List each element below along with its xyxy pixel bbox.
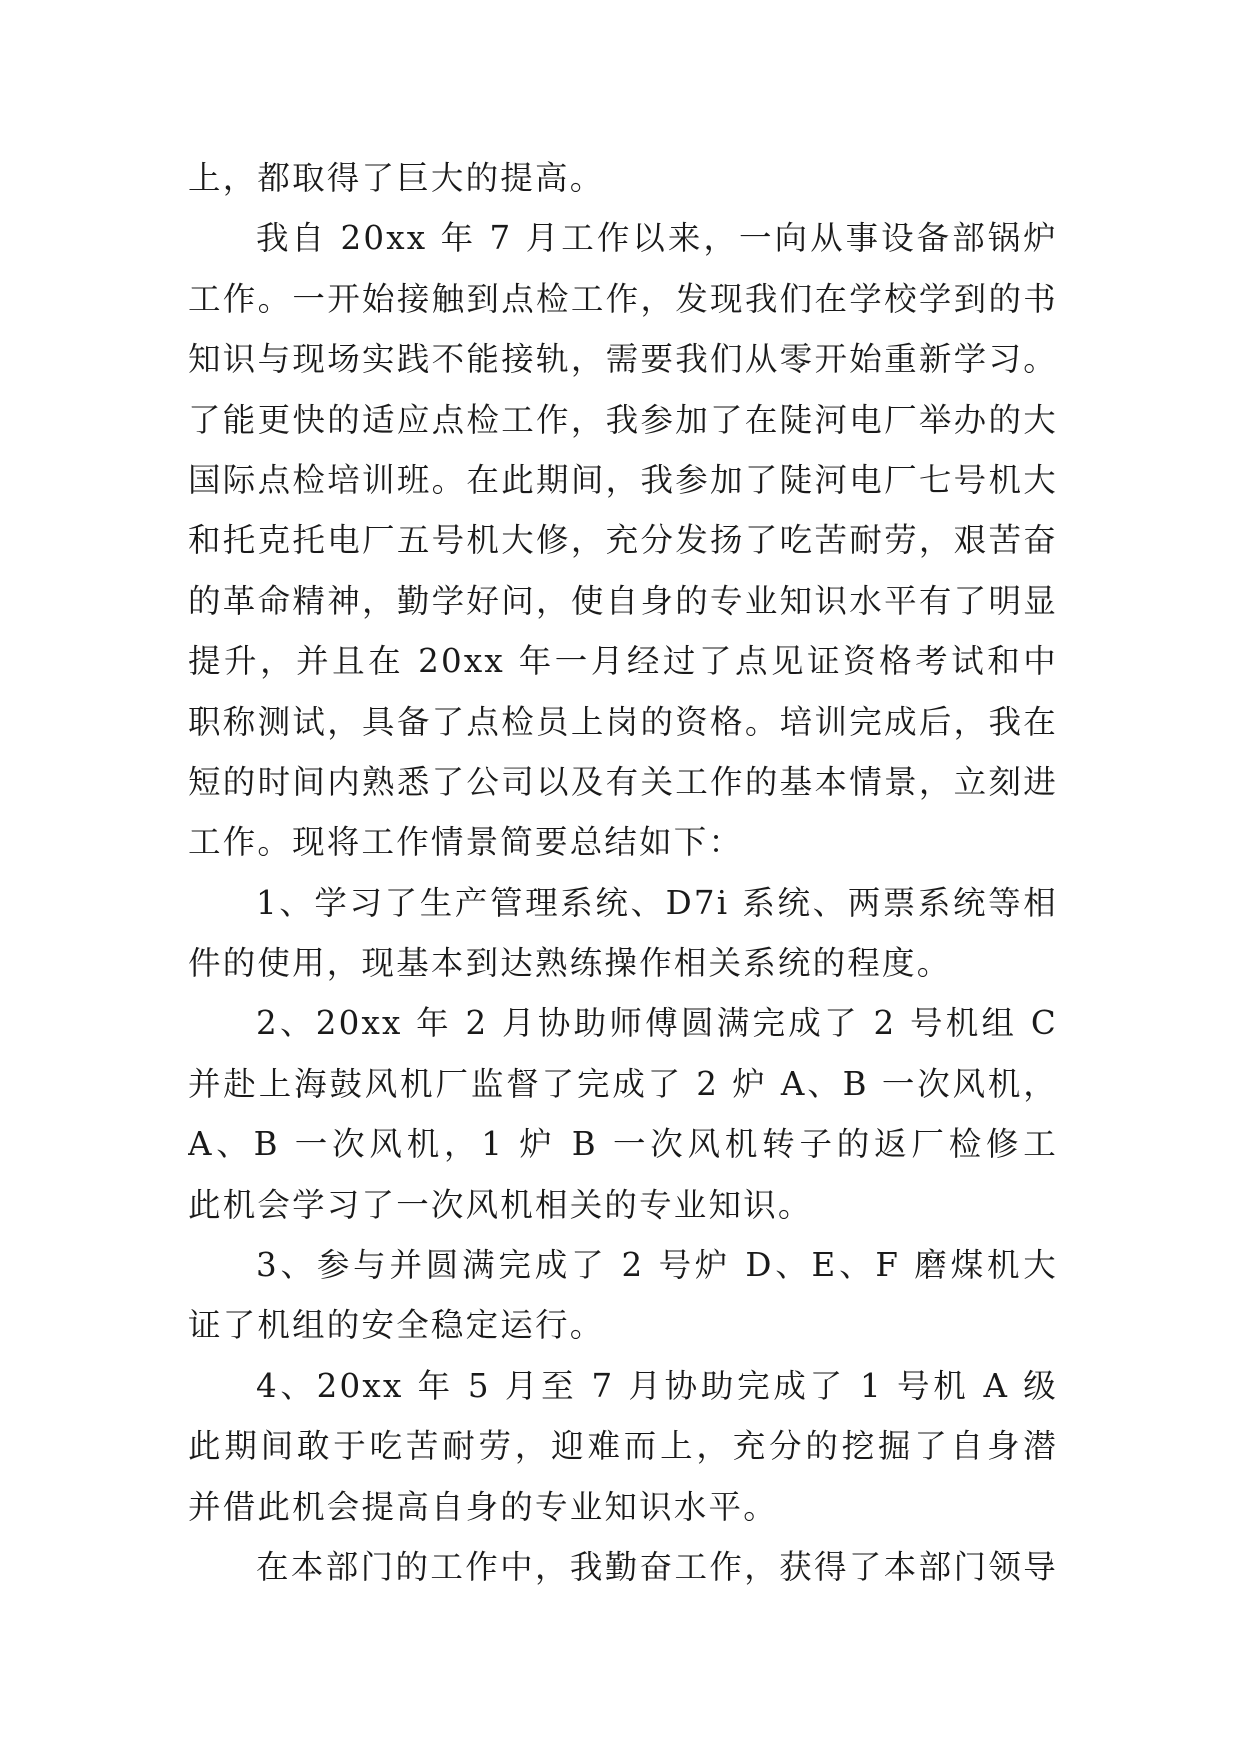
text-line: 工作。现将工作情景简要总结如下： [188,823,744,862]
body-text [188,148,1058,1597]
text-line: 短的时间内熟悉了公司以及有关工作的基本情景，立刻进 [188,762,1058,801]
text-line: 此期间敢于吃苦耐劳，迎难而上，充分的挖掘了自身潜 [188,1427,1058,1466]
text-line: 1、学习了生产管理系统、D7i 系统、两票系统等相 [256,883,1058,922]
text-line: 了能更快的适应点检工作，我参加了在陡河电厂举办的大 [188,400,1058,439]
text-line: 知识与现场实践不能接轨，需要我们从零开始重新学习。 [188,340,1058,379]
text-line: 提升，并且在 20xx 年一月经过了点见证资格考试和中 [188,642,1058,681]
text-line: 我自 20xx 年 7 月工作以来，一向从事设备部锅炉 [256,219,1058,258]
text-line: 并赴上海鼓风机厂监督了完成了 2 炉 A、B 一次风机， [188,1064,1058,1103]
text-line: 和托克托电厂五号机大修，充分发扬了吃苦耐劳，艰苦奋 [188,521,1058,560]
text-line: 3、参与并圆满完成了 2 号炉 D、E、F 磨煤机大 [256,1246,1058,1285]
text-line: 国际点检培训班。在此期间，我参加了陡河电厂七号机大 [188,460,1058,499]
text-line: 的革命精神，勤学好问，使自身的专业知识水平有了明显 [188,581,1058,620]
text-line: 并借此机会提高自身的专业知识水平。 [188,1487,778,1526]
text-line: 职称测试，具备了点检员上岗的资格。培训完成后，我在 [188,702,1058,741]
text-line: A、B 一次风机，1 炉 B 一次风机转子的返厂检修工 [188,1125,1058,1164]
text-line: 上，都取得了巨大的提高。 [188,159,605,197]
text-line: 在本部门的工作中，我勤奋工作，获得了本部门领导 [256,1547,1058,1586]
text-line: 件的使用，现基本到达熟练操作相关系统的程度。 [188,944,952,983]
text-line: 此机会学习了一次风机相关的专业知识。 [188,1185,813,1224]
text-line: 4、20xx 年 5 月至 7 月协助完成了 1 号机 A 级 [256,1366,1058,1405]
text-line: 工作。一开始接触到点检工作，发现我们在学校学到的书 [188,279,1058,318]
text-line: 证了机组的安全稳定运行。 [188,1306,605,1345]
text-line: 2、20xx 年 2 月协助师傅圆满完成了 2 号机组 C [256,1004,1058,1043]
